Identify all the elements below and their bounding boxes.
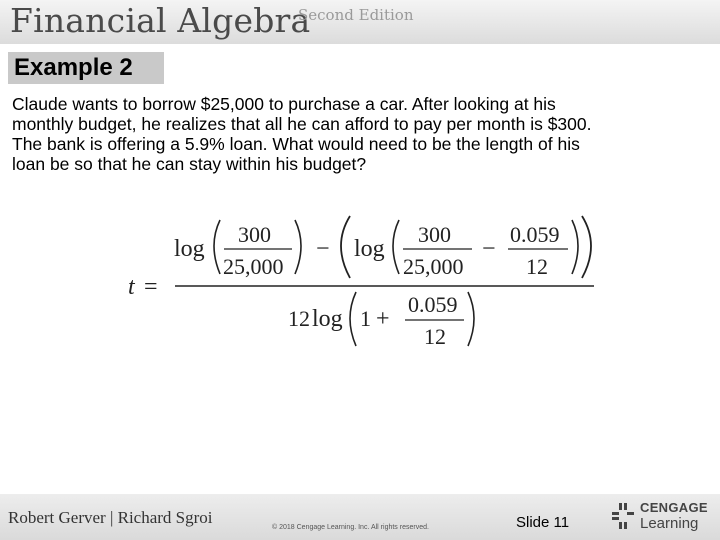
edition-label: Second Edition: [298, 6, 414, 24]
problem-text: [12, 94, 708, 174]
formula-variable: t: [128, 274, 135, 300]
loan-length-formula: [120, 208, 610, 358]
numerator-payment-2: 300: [418, 222, 451, 247]
right-paren-2: [572, 220, 578, 274]
author-names: Robert Gerver | Richard Sgroi: [8, 508, 213, 527]
cengage-logo: [610, 500, 714, 536]
right-paren-1: [295, 220, 301, 274]
copyright-notice: © 2018 Cengage Learning. Inc. All rights reserved.: [272, 524, 429, 531]
numerator-minus-2: −: [482, 236, 496, 262]
big-left-paren: [341, 216, 350, 278]
denominator-plus: +: [376, 306, 390, 332]
problem-line: The bank is offering a 5.9% loan. What would need to be the length of his: [12, 134, 580, 154]
numerator-principal-1: 25,000: [223, 254, 284, 279]
book-title: Financial Algebra: [10, 1, 311, 40]
denominator-coefficient: 12: [288, 306, 310, 331]
problem-line: loan be so that he can stay within his budget?: [12, 154, 367, 174]
problem-line: monthly budget, he realizes that all he can afford to pay per month is $300.: [12, 114, 592, 134]
numerator-log-2: log: [354, 236, 385, 262]
slide-header: [0, 0, 720, 44]
numerator-log-1: log: [174, 236, 205, 262]
example-heading: Example 2: [14, 54, 133, 81]
slide-number: Slide 11: [516, 514, 570, 531]
denominator-one: 1: [360, 306, 371, 331]
formula-equals: =: [144, 274, 158, 300]
denominator-rate: 0.059: [408, 292, 458, 317]
denominator-periods: 12: [424, 324, 446, 349]
problem-line: Claude wants to borrow $25,000 to purchase a car. After looking at his: [12, 94, 556, 114]
numerator-principal-2: 25,000: [403, 254, 464, 279]
big-right-paren: [582, 216, 591, 278]
denominator-log: log: [312, 306, 343, 332]
example-heading-box: [8, 52, 164, 84]
left-paren-1: [214, 220, 220, 274]
left-paren-2: [393, 220, 399, 274]
numerator-periods: 12: [526, 254, 548, 279]
cengage-wordmark: CENGAGE: [640, 500, 708, 515]
learning-wordmark: Learning: [640, 515, 699, 532]
left-paren-3: [350, 292, 356, 346]
right-paren-3: [468, 292, 474, 346]
numerator-payment-1: 300: [238, 222, 271, 247]
cengage-mark-icon: [610, 502, 636, 530]
numerator-rate: 0.059: [510, 222, 560, 247]
numerator-minus-1: −: [316, 236, 330, 262]
